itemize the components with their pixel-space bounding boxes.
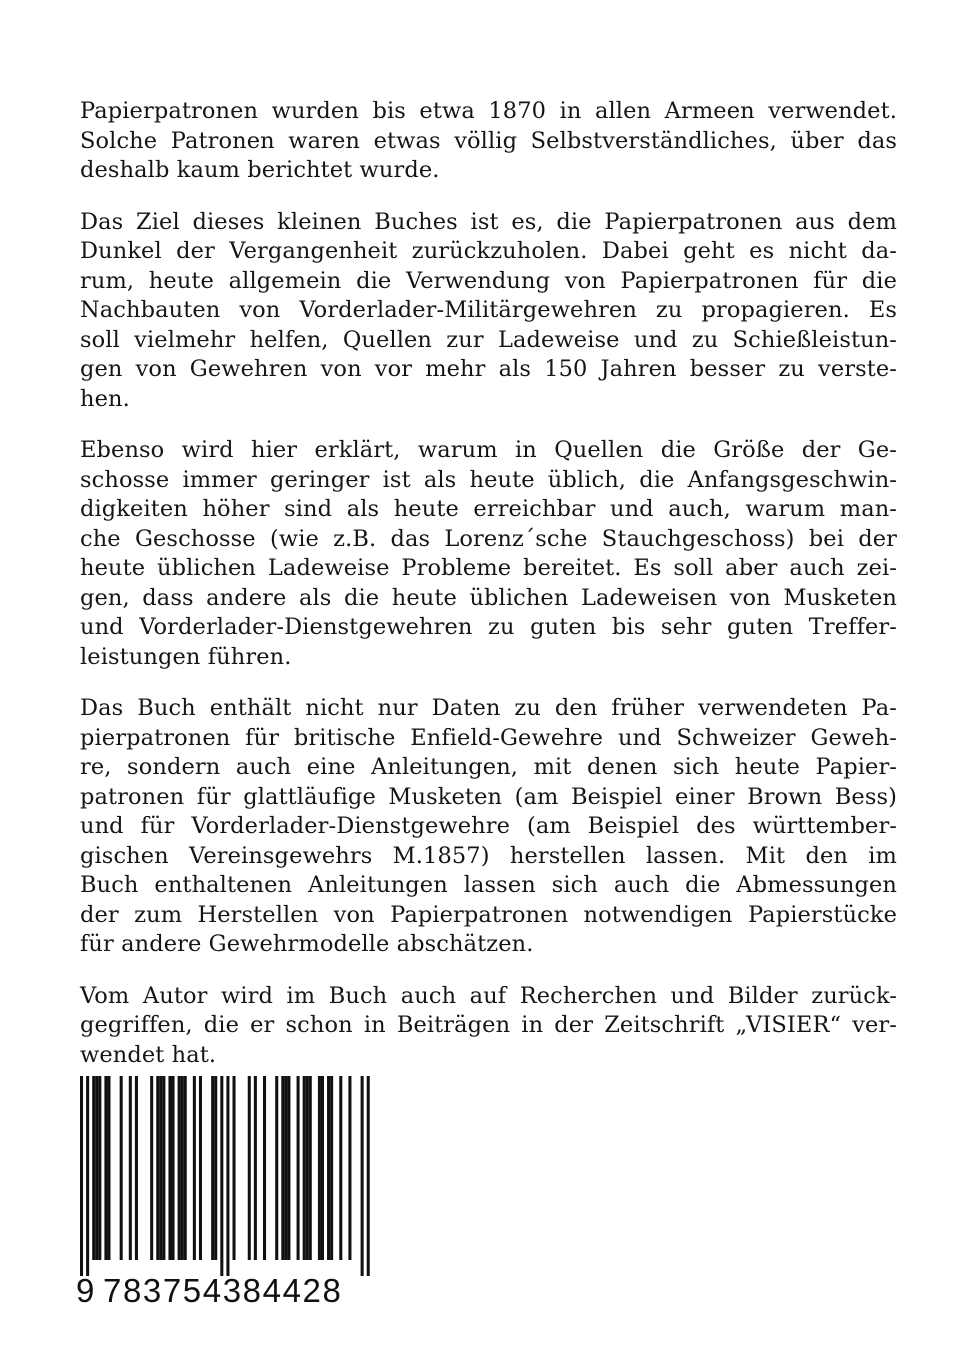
- text-line: gen von Gewehren von vor mehr als 150 Jahren besser zu verste-: [80, 356, 897, 382]
- barcode-bar: [226, 1076, 229, 1276]
- barcode-bar: [348, 1076, 351, 1260]
- barcode-bar: [211, 1076, 214, 1260]
- text-line: wendet hat.: [80, 1041, 217, 1068]
- barcode-bar: [318, 1076, 321, 1260]
- paragraph-2: [80, 208, 897, 415]
- text-line: Buch enthaltenen Anleitungen lassen sich auch die Abmessungen: [80, 872, 897, 898]
- text-line: soll vielmehr helfen, Quellen zur Ladeweise und zu Schießleistun-: [80, 326, 897, 353]
- text-line: heute üblichen Ladeweise Probleme bereitet. Es soll aber auch zei-: [80, 555, 897, 581]
- paragraph-3: [80, 436, 897, 672]
- barcode-bar: [80, 1076, 83, 1276]
- paragraph-5: [80, 982, 897, 1071]
- barcode-bar: [248, 1076, 251, 1260]
- text-line: der zum Herstellen von Papierpatronen notwendigen Papierstücke: [80, 901, 897, 928]
- barcode-lead-digit: 9: [76, 1272, 97, 1309]
- barcode-bar: [361, 1076, 364, 1276]
- barcode-number: 783754384428: [103, 1272, 343, 1309]
- barcode-bar: [181, 1076, 184, 1260]
- barcode-bar: [86, 1076, 89, 1276]
- barcode-bar: [284, 1076, 287, 1260]
- barcode-bar: [135, 1076, 138, 1260]
- text-line: Das Ziel dieses kleinen Buches ist es, die Papierpatronen aus dem: [80, 208, 897, 235]
- barcode-bar: [303, 1076, 306, 1260]
- barcode-bar: [263, 1076, 266, 1260]
- barcode-bar: [330, 1076, 333, 1260]
- barcode-bar: [150, 1076, 153, 1260]
- text-line: che Geschosse (wie z.B. das Lorenz´sche Stauchgeschoss) bei der: [80, 525, 897, 552]
- barcode-bar: [104, 1076, 107, 1260]
- barcode-bar: [120, 1076, 123, 1260]
- barcode-bar: [159, 1076, 162, 1260]
- barcode-bar: [92, 1076, 95, 1260]
- barcode-bar: [95, 1076, 98, 1260]
- text-line: hen.: [80, 385, 130, 412]
- barcode-bar: [129, 1076, 132, 1260]
- text-line: pierpatronen für britische Enfield-Gewehre und Schweizer Geweh-: [80, 724, 897, 751]
- barcode-bar: [107, 1076, 110, 1260]
- barcode-bar: [281, 1076, 284, 1260]
- barcode-bar: [254, 1076, 257, 1260]
- barcode-bar: [193, 1076, 196, 1260]
- text-line: für andere Gewehrmodelle abschätzen.: [80, 931, 534, 957]
- barcode-bar: [321, 1076, 324, 1260]
- barcode-bar: [184, 1076, 187, 1260]
- barcode-bar: [297, 1076, 300, 1260]
- barcode-bar: [339, 1076, 342, 1260]
- paragraph-4: [80, 694, 897, 960]
- text-line: Dunkel der Vergangenheit zurückzuholen. Dabei geht es nicht da-: [80, 238, 897, 264]
- text-line: Solche Patronen waren etwas völlig Selbstverständliches, über das: [80, 127, 897, 154]
- barcode-bar: [172, 1076, 175, 1260]
- text-line: schosse immer geringer ist als heute üblich, die Anfangsgeschwin-: [80, 466, 897, 493]
- text-line: rum, heute allgemein die Verwendung von Papierpatronen für die: [80, 267, 897, 294]
- barcode-bar: [156, 1076, 159, 1260]
- barcode-bar: [178, 1076, 181, 1260]
- barcode-bar: [367, 1076, 370, 1276]
- text-line: gegriffen, die er schon in Beiträgen in der Zeitschrift „VISIER“ ver-: [80, 1012, 897, 1038]
- barcode-bar: [287, 1076, 290, 1260]
- barcode-bars: [70, 1076, 380, 1276]
- barcode-bar: [199, 1076, 202, 1260]
- text-line: gen, dass andere als die heute üblichen Ladeweisen von Musketen: [80, 584, 897, 611]
- text-line: und für Vorderlader-Dienstgewehre (am Beispiel des württember-: [80, 813, 897, 839]
- text-line: digkeiten höher sind als heute erreichbar und auch, warum man-: [80, 496, 897, 522]
- barcode-bar: [306, 1076, 309, 1260]
- barcode-bar: [162, 1076, 165, 1260]
- back-cover-text: [80, 97, 897, 1092]
- text-line: Das Buch enthält nicht nur Daten zu den früher verwendeten Pa-: [80, 695, 897, 721]
- text-line: Vom Autor wird im Buch auch auf Recherchen und Bilder zurück-: [80, 982, 897, 1009]
- text-line: leistungen führen.: [80, 643, 292, 670]
- text-line: Papierpatronen wurden bis etwa 1870 in allen Armeen verwendet.: [80, 98, 897, 124]
- barcode-bar: [214, 1076, 217, 1260]
- barcode-bar: [275, 1076, 278, 1260]
- barcode-bar: [233, 1076, 236, 1260]
- text-line: und Vorderlader-Dienstgewehren zu guten bis sehr guten Treffer-: [80, 614, 897, 640]
- paragraph-1: [80, 97, 897, 186]
- barcode-bar: [309, 1076, 312, 1260]
- text-line: Ebenso wird hier erklärt, warum in Quellen die Größe der Ge-: [80, 437, 897, 463]
- text-line: deshalb kaum berichtet wurde.: [80, 157, 440, 183]
- text-line: gischen Vereinsgewehrs M.1857) herstellen lassen. Mit den im: [80, 842, 897, 869]
- text-line: re, sondern auch eine Anleitungen, mit denen sich heute Papier-: [80, 754, 897, 780]
- barcode-bar: [220, 1076, 223, 1276]
- text-line: Nachbauten von Vorderlader-Militärgewehren zu propagieren. Es: [80, 297, 897, 323]
- barcode-bar: [168, 1076, 171, 1260]
- barcode-bar: [98, 1076, 101, 1260]
- barcode-bar: [327, 1076, 330, 1260]
- text-line: patronen für glattläufige Musketen (am Beispiel einer Brown Bess): [80, 783, 897, 810]
